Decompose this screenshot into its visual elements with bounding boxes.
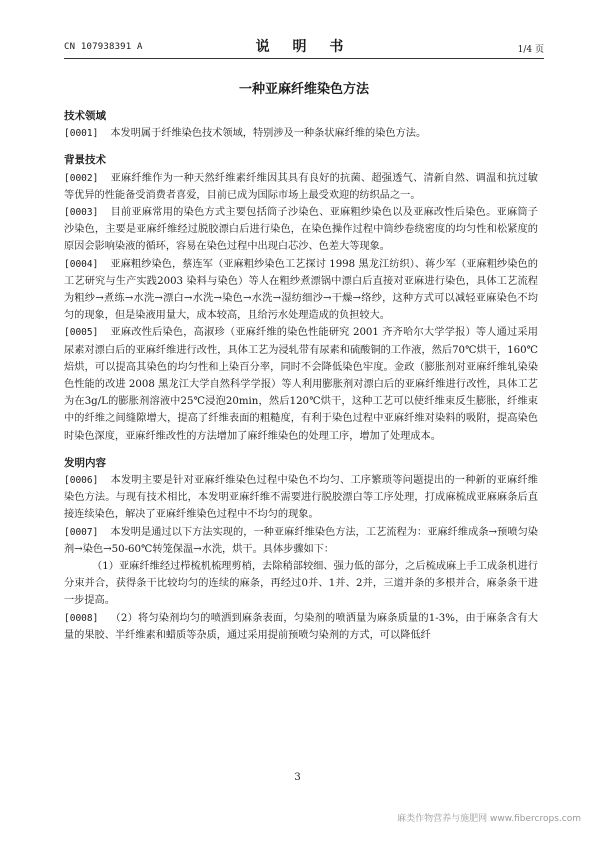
section-heading-background: 背景技术 — [64, 154, 106, 167]
paragraph-number: [0001] — [64, 128, 99, 140]
paragraph-text: 亚麻改性后染色，高淑珍（亚麻纤维的染色性能研究 2001 齐齐哈尔大学学报）等人通过采用尿素对漂白后的亚麻纤维进行改性，具体工艺为浸轧带有尿素和硫酸铜的工作液，然后70℃烘干，160℃焙烘，可以提高其染色的均匀性和上染百分率，同时不会降低染色牢度。金政（膨胀剂对亚麻纤维轧染染色性能的改进 2008 黑龙江大学自然科学学报）等人利用膨胀剂对漂白后的亚麻纤维进行改性，具体工艺为在3g/L的膨胀剂溶液中25℃浸泡20min，然后120℃烘干，这种工艺可以使纤维束反生膨胀，纤维束中的纤维之间缝隙增大，提高了纤维表面的粗糙度，有利于染色过程中亚麻纤维对染料的吸附，提高染色时染色深度，亚麻纤维改性的方法增加了麻纤维染色的处理工序，增加了处理成本。 — [64, 327, 538, 442]
page-header — [64, 36, 544, 58]
document-body — [64, 108, 538, 644]
paragraph-text: 本发明是通过以下方法实现的，一种亚麻纤维染色方法，工艺流程为：亚麻纤维成条→预喷匀染剂→染色→50-60℃转笼保温→水洗，烘干。具体步骤如下： — [64, 526, 538, 555]
paragraph-0002 — [64, 170, 538, 204]
document-type: 说 明 书 — [255, 39, 353, 55]
paragraph-0004 — [64, 256, 538, 325]
paragraph-text: 本发明主要是针对亚麻纤维染色过程中染色不均匀、工序繁琐等问题提出的一种新的亚麻纤维染色方法。与现有技术相比，本发明亚麻纤维不需要进行脱胶漂白等工序处理，打成麻梳成亚麻麻条后直接连续染色，解决了亚麻纤维染色过程中不均匀的现象。 — [64, 475, 538, 521]
section-heading-invention: 发明内容 — [64, 456, 106, 469]
paragraph-0008 — [64, 610, 538, 644]
header-divider — [64, 58, 544, 59]
page-number: 3 — [294, 772, 301, 783]
paragraph-0003 — [64, 204, 538, 256]
paragraph-number: [0004] — [64, 258, 99, 270]
page-info: 1/4 页 — [517, 45, 544, 55]
paragraph-text: 目前亚麻常用的染色方式主要包括筒子沙染色、亚麻粗纱染色以及亚麻改性后染色。亚麻筒子沙染色，主要是亚麻纤维经过脱胶漂白后进行染色，在染色操作过程中筒纱卷绕密度的均匀性和松紧度的原因会影响染液的循环，容易在染色过程中出现白芯沙、色差大等现象。 — [64, 207, 538, 253]
paragraph-step-1 — [64, 558, 538, 610]
document-title: 一种亚麻纤维染色方法 — [238, 82, 369, 97]
paragraph-text: 亚麻粗纱染色，蔡连军（亚麻粗纱染色工艺探讨 1998 黑龙江纺织）、蒋少军（亚麻粗纱染色的工艺研究与生产实践2003 染料与染色）等人在粗纱煮漂锅中漂白后直接对亚麻进行染色，具体工艺流程为粗纱→煮练→水洗→漂白→水洗→染色→水洗→湿纺细沙→干燥→络纱，这种方式可以减轻亚麻染色不均匀的现象，但是染液用量大，成本较高，且给污水处理造成的负担较大。 — [64, 258, 538, 322]
paragraph-number: [0008] — [64, 612, 99, 624]
paragraph-text: 亚麻纤维作为一种天然纤维素纤维因其具有良好的抗菌、超强透气、清新自然、调温和抗过敏等优异的性能备受消费者喜爱，目前已成为国际市场上最受欢迎的纺织品之一。 — [64, 172, 538, 201]
paragraph-text: 本发明属于纤维染色技术领域，特别涉及一种条状麻纤维的染色方法。 — [110, 128, 427, 140]
section-heading-tech-field: 技术领域 — [64, 110, 106, 122]
paragraph-0001 — [64, 125, 538, 142]
paragraph-text: （1）亚麻纤维经过栉梳机梳理剪梢，去除稍部较细、强力低的部分，之后梳成麻上手工成条机进行分束并合，获得条干比较均匀的连续的麻条，再经过0并、1并、2并，三道并条的多根并合，麻条条干进一步提高。 — [64, 561, 538, 607]
patent-number: CN 107938391 A — [64, 42, 143, 52]
paragraph-number: [0007] — [64, 526, 99, 538]
watermark: 麻类作物营养与施肥网 www.fibercrops.com — [397, 814, 581, 824]
paragraph-0005 — [64, 324, 538, 444]
paragraph-number: [0006] — [64, 475, 99, 487]
paragraph-number: [0003] — [64, 207, 99, 219]
paragraph-0006 — [64, 472, 538, 524]
paragraph-text: （2）将匀染剂均匀的喷洒到麻条表面，匀染剂的喷洒量为麻条质量的1-3%，由于麻条含有大量的果胶、半纤维素和蜡质等杂质，通过采用提前预喷匀染剂的方式，可以降低纤 — [64, 612, 538, 641]
paragraph-0007 — [64, 524, 538, 558]
paragraph-number: [0002] — [64, 172, 99, 184]
paragraph-number: [0005] — [64, 327, 99, 339]
